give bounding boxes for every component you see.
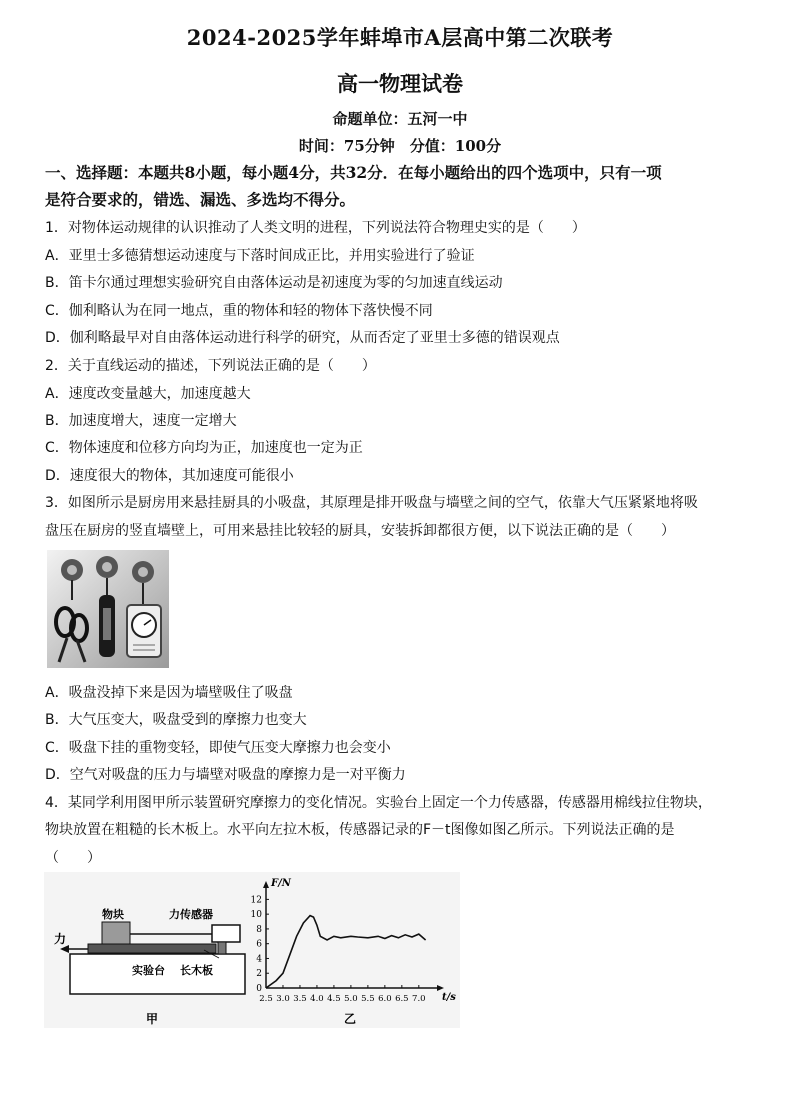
x-tick-label: 4.5	[327, 994, 341, 1004]
label-table: 实验台	[132, 964, 165, 977]
question-2-stem: 2．关于直线运动的描述，下列说法正确的是（ ）	[45, 358, 376, 374]
question-3-option-d: D．空气对吸盘的压力与墙壁对吸盘的摩擦力是一对平衡力	[45, 767, 406, 783]
question-2-option-d: D．速度很大的物体，其加速度可能很小	[45, 468, 294, 484]
suction-cup-photo	[47, 550, 169, 668]
question-4-stem-line-2: 物块放置在粗糙的长木板上。水平向左拉木板，传感器记录的F－t图像如图乙所示。下列说法正确的是	[45, 822, 675, 838]
label-force: 力	[54, 932, 67, 946]
x-tick-label: 6.0	[378, 994, 392, 1004]
question-4-stem-line-1: 4．某同学利用图甲所示装置研究摩擦力的变化情况。实验台上固定一个力传感器，传感器用棉线拉住物块，	[45, 795, 712, 811]
x-tick-label: 3.0	[276, 994, 290, 1004]
section-heading-line-1: 一、选择题：本题共8小题，每小题4分，共32分．在每小题给出的四个选项中，只有一项	[45, 163, 662, 182]
question-1-option-b: B．笛卡尔通过理想实验研究自由落体运动是初速度为零的匀加速直线运动	[45, 275, 503, 291]
question-1-stem: 1．对物体运动规律的认识推动了人类文明的进程，下列说法符合物理史实的是（ ）	[45, 220, 586, 236]
label-board: 长木板	[180, 964, 213, 977]
question-3-stem-line-1: 3．如图所示是厨房用来悬挂厨具的小吸盘，其原理是排开吸盘与墙壁之间的空气，依靠大气压紧紧地将吸	[45, 495, 698, 511]
y-axis-label: F/N	[271, 878, 291, 889]
exam-title: 2024-2025学年蚌埠市A层高中第二次联考	[186, 25, 614, 50]
y-tick-label: 6	[256, 939, 262, 950]
x-tick-label: 4.0	[310, 994, 324, 1004]
x-tick-label: 7.0	[412, 994, 426, 1004]
x-tick-label: 5.5	[361, 994, 375, 1004]
x-axis-label: t/s	[442, 992, 456, 1003]
y-tick-label: 10	[250, 910, 262, 921]
x-tick-label: 3.5	[293, 994, 307, 1004]
question-3-option-a: A．吸盘没掉下来是因为墙壁吸住了吸盘	[45, 685, 293, 701]
exam-time: 时间：75分钟 分值：100分	[298, 137, 502, 155]
question-2-option-c: C．物体速度和位移方向均为正，加速度也一定为正	[45, 440, 363, 456]
y-tick-label: 4	[256, 954, 262, 965]
caption-jia: 甲	[146, 1012, 159, 1026]
y-tick-label: 2	[256, 969, 262, 980]
question-3-option-c: C．吸盘下挂的重物变轻，即使气压变大摩擦力也会变小	[45, 740, 391, 756]
question-3-stem-line-2: 盘压在厨房的竖直墙壁上，可用来悬挂比较轻的厨具，安装拆卸都很方便，以下说法正确的是（ ）	[45, 523, 675, 539]
question-4-figure	[44, 872, 460, 1028]
y-tick-label: 8	[256, 924, 262, 935]
x-tick-label: 2.5	[259, 994, 273, 1004]
y-tick-label: 12	[250, 895, 262, 906]
exam-unit: 命题单位：五河一中	[332, 110, 468, 128]
question-1-option-c: C．伽利略认为在同一地点，重的物体和轻的物体下落快慢不同	[45, 303, 433, 319]
caption-yi: 乙	[344, 1012, 357, 1026]
label-sensor: 力传感器	[169, 908, 213, 921]
question-2-option-b: B．加速度增大，速度一定增大	[45, 413, 237, 429]
question-2-option-a: A．速度改变量越大，加速度越大	[45, 386, 251, 402]
x-tick-label: 6.5	[395, 994, 409, 1004]
label-block: 物块	[102, 908, 124, 921]
section-heading-line-2: 是符合要求的，错选、漏选、多选均不得分。	[45, 190, 356, 209]
question-1-option-d: D．伽利略最早对自由落体运动进行科学的研究，从而否定了亚里士多德的错误观点	[45, 330, 560, 346]
question-1-option-a: A．亚里士多德猜想运动速度与下落时间成正比，并用实验进行了验证	[45, 248, 475, 264]
question-3-option-b: B．大气压变大，吸盘受到的摩擦力也变大	[45, 712, 307, 728]
y-tick-label: 0	[256, 984, 262, 994]
question-4-stem-line-3: （ ）	[45, 850, 101, 866]
exam-subtitle: 高一物理试卷	[337, 71, 463, 96]
x-tick-label: 5.0	[344, 994, 358, 1004]
